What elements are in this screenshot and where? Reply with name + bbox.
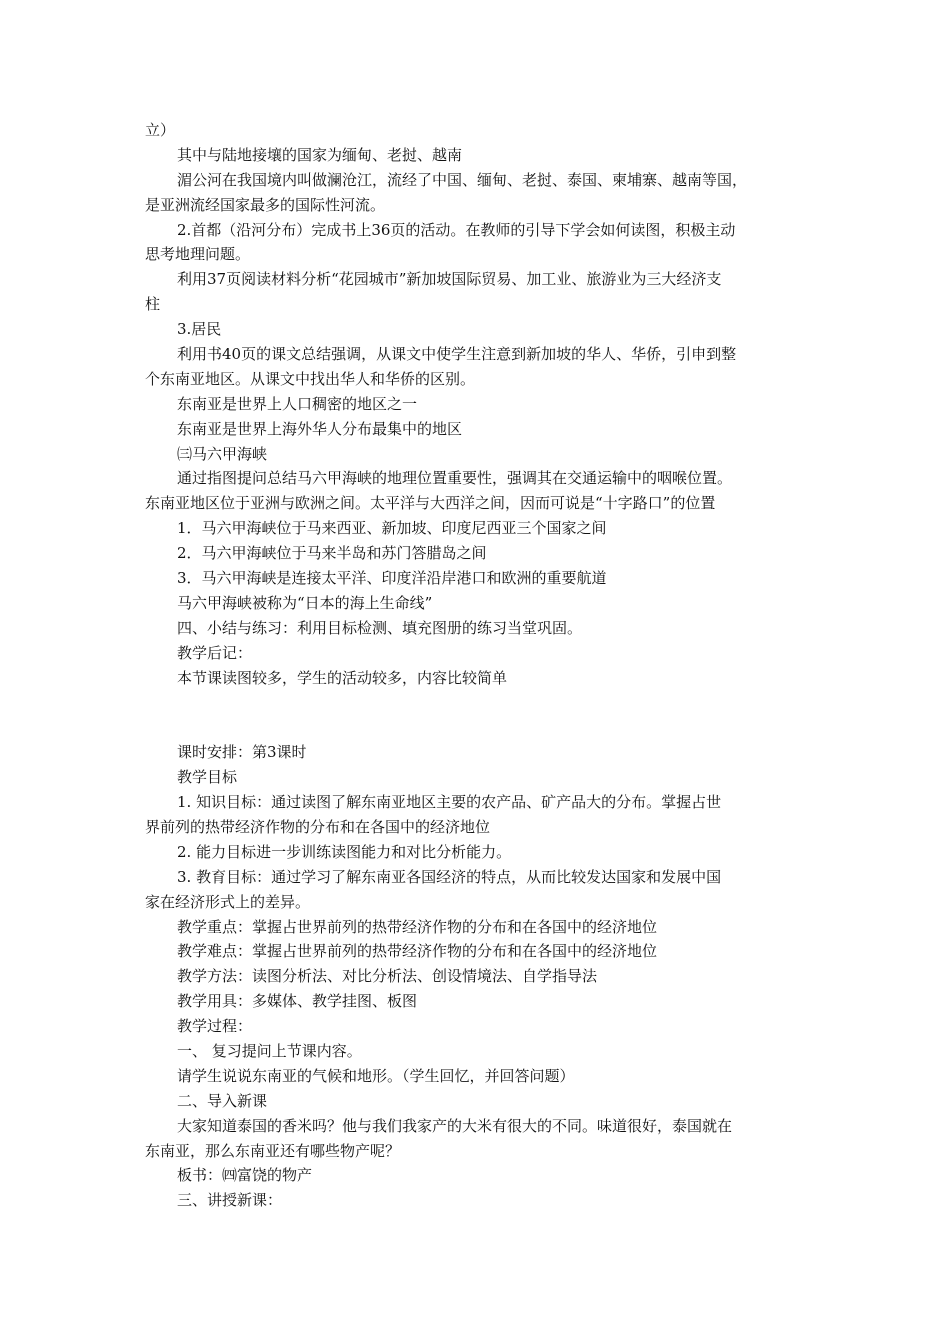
section-heading: 教学过程：	[177, 1017, 253, 1036]
text-line: 思考地理问题。	[145, 245, 251, 264]
section-heading: ㈢马六甲海峡	[177, 444, 268, 463]
text-line: 板书：㈣富饶的物产	[177, 1166, 313, 1185]
paragraph-gap	[145, 690, 815, 740]
text-line: 四、小结与练习：利用目标检测、填充图册的练习当堂巩固。	[177, 618, 583, 637]
text-line: 教学方法：读图分析法、对比分析法、创设情境法、自学指导法	[177, 967, 598, 986]
text-line: 通过指图提问总结马六甲海峡的地理位置重要性，强调其在交通运输中的咽喉位置。	[177, 469, 733, 488]
text-line: 其中与陆地接壤的国家为缅甸、老挝、越南	[177, 145, 463, 164]
text-line: 教学重点：掌握占世界前列的热带经济作物的分布和在各国中的经济地位	[177, 917, 658, 936]
text-line: 柱	[145, 295, 161, 314]
text-line: 2.首都（沿河分布）完成书上36页的活动。在教师的引导下学会如何读图，积极主动	[177, 220, 736, 239]
text-line: 本节课读图较多，学生的活动较多，内容比较简单	[177, 668, 508, 687]
text-line: 湄公河在我国境内叫做澜沧江，流经了中国、缅甸、老挝、泰国、柬埔寨、越南等国，	[177, 170, 748, 189]
text-line: 东南亚是世界上人口稠密的地区之一	[177, 394, 418, 413]
text-line: 大家知道泰国的香米吗？他与我们我家产的大米有很大的不同。味道很好，泰国就在	[177, 1116, 733, 1135]
text-line: 东南亚，那么东南亚还有哪些物产呢？	[145, 1141, 401, 1160]
text-line: 东南亚地区位于亚洲与欧洲之间。太平洋与大西洋之间，因而可说是“十字路口”的位置	[145, 494, 716, 513]
list-item: 2. 能力目标进一步训练读图能力和对比分析能力。	[177, 842, 512, 861]
list-item: 一、 复习提问上节课内容。	[177, 1041, 362, 1060]
text-line: 利用书40页的课文总结强调，从课文中使学生注意到新加坡的华人、华侨，引申到整	[177, 345, 737, 364]
list-item: 3．马六甲海峡是连接太平洋、印度洋沿岸港口和欧洲的重要航道	[177, 569, 607, 588]
list-item: 3. 教育目标：通过学习了解东南亚各国经济的特点，从而比较发达国家和发展中国	[177, 867, 722, 886]
text-line: 教学后记：	[177, 643, 253, 662]
text-line: 家在经济形式上的差异。	[145, 892, 311, 911]
list-item: 1．马六甲海峡位于马来西亚、新加坡、印度尼西亚三个国家之间	[177, 519, 607, 538]
text-line: 马六甲海峡被称为“日本的海上生命线”	[177, 593, 433, 612]
text-line: 立）	[145, 121, 176, 139]
text-line: 请学生说说东南亚的气候和地形。（学生回忆，并回答问题）	[177, 1066, 575, 1085]
section-heading: 二、导入新课	[177, 1091, 268, 1110]
document-body	[145, 118, 815, 1213]
list-item: 1. 知识目标：通过读图了解东南亚地区主要的农产品、矿产品大的分布。掌握占世	[177, 793, 722, 812]
text-line: 东南亚是世界上海外华人分布最集中的地区	[177, 419, 463, 438]
text-line: 界前列的热带经济作物的分布和在各国中的经济地位	[145, 817, 491, 836]
text-line: 教学用具：多媒体、教学挂图、板图	[177, 992, 418, 1011]
text-line: 利用37页阅读材料分析“花园城市”新加坡国际贸易、加工业、旅游业为三大经济支	[177, 270, 722, 289]
section-heading: 教学目标	[177, 768, 238, 787]
section-heading: 三、讲授新课：	[177, 1191, 283, 1210]
text-line: 教学难点：掌握占世界前列的热带经济作物的分布和在各国中的经济地位	[177, 942, 658, 961]
section-heading: 3.居民	[177, 320, 222, 339]
list-item: 2．马六甲海峡位于马来半岛和苏门答腊岛之间	[177, 544, 487, 563]
text-line: 课时安排：第3课时	[177, 743, 307, 762]
text-line: 是亚洲流经国家最多的国际性河流。	[145, 195, 386, 214]
text-line: 个东南亚地区。从课文中找出华人和华侨的区别。	[145, 369, 476, 388]
